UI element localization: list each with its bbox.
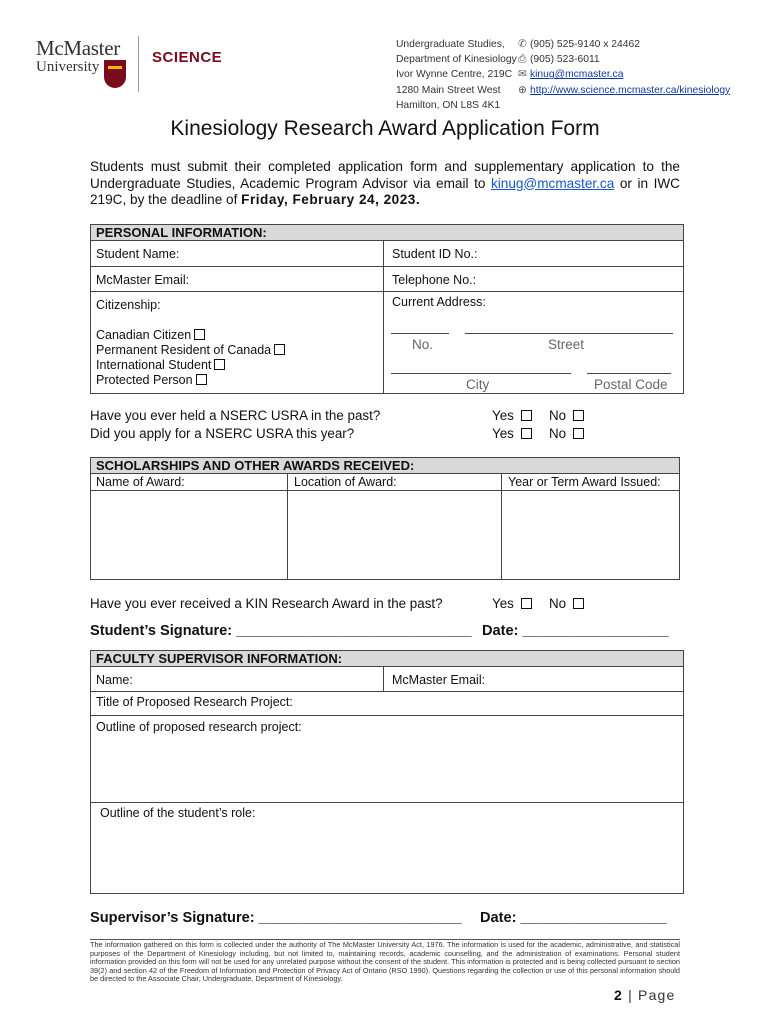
column-divider xyxy=(287,474,288,580)
checkbox[interactable] xyxy=(274,344,285,355)
supervisor-email-field[interactable]: McMaster Email: xyxy=(392,673,486,687)
kin-yes[interactable] xyxy=(492,596,532,611)
logo-divider xyxy=(138,36,139,92)
checkbox[interactable] xyxy=(521,598,532,609)
faculty-heading: FACULTY SUPERVISOR INFORMATION: xyxy=(91,651,683,667)
column-divider xyxy=(501,474,502,580)
email-link[interactable]: kinug@mcmaster.ca xyxy=(530,69,624,81)
intro-email-link[interactable]: kinug@mcmaster.ca xyxy=(490,175,615,191)
deadline: Friday, February 24, 2023. xyxy=(241,192,421,207)
award-year-header: Year or Term Award Issued: xyxy=(508,475,661,489)
student-date-line[interactable]: Date: __________________ xyxy=(482,623,669,639)
fax-number: (905) 523-6011 xyxy=(530,54,600,66)
student-signature-line[interactable]: Student’s Signature: _____________________________ xyxy=(90,623,472,639)
award-name-header: Name of Award: xyxy=(96,475,185,489)
address-line: Undergraduate Studies, xyxy=(396,39,505,50)
address-line: Hamilton, ON L8S 4K1 xyxy=(396,99,501,111)
citizenship-option[interactable] xyxy=(91,373,207,387)
globe-icon: ⊕ xyxy=(518,84,527,96)
intro-paragraph xyxy=(90,159,680,209)
checkbox[interactable] xyxy=(573,410,584,421)
personal-info-heading: PERSONAL INFORMATION: xyxy=(91,225,683,241)
privacy-notice: The information gathered on this form is collected under the authority of The McMaster University Act, 1976. The information is used for the academic, administrative, and statistical purposes of the Department of Kinesiology including, but not limited to, maintaining records, academic counselling, and the administration of examinations. Personal student information provided on this form will not be used for any unrelated purpose without the consent of the student. This information is protected and is being collected pursuant to section 39(2) and section 42 of the Freedom of Information and Protection of Privacy Act of Ontario (RSO 1990). Questions regarding the collection or use of this personal information should be directed to the Associate Chair, Undergraduate, Department of Kinesiology. xyxy=(90,940,680,984)
awards-section xyxy=(90,457,680,580)
nserc-question-2: Did you apply for a NSERC USRA this year? xyxy=(90,426,355,441)
intro-text-1: Students must submit their completed application form and supplementary application to the Undergraduate Studies, Academic Program Advisor via email to xyxy=(90,159,680,191)
citizenship-option[interactable] xyxy=(91,358,225,372)
nserc-q1-no[interactable] xyxy=(549,408,584,423)
email-icon: ✉ xyxy=(518,69,527,81)
supervisor-name-field[interactable]: Name: xyxy=(96,673,133,687)
checkbox[interactable] xyxy=(573,428,584,439)
student-id-field[interactable]: Student ID No.: xyxy=(392,247,478,261)
row-divider xyxy=(91,291,683,292)
checkbox[interactable] xyxy=(521,428,532,439)
phone-number: (905) 525-9140 x 24462 xyxy=(530,39,640,50)
checkbox[interactable] xyxy=(196,374,207,385)
personal-info-section xyxy=(90,224,684,394)
address-street-line[interactable] xyxy=(465,333,673,334)
option-label: Protected Person xyxy=(96,373,193,387)
nserc-q1-yes[interactable] xyxy=(492,408,532,423)
address-no-line[interactable] xyxy=(391,333,449,334)
awards-heading: SCHOLARSHIPS AND OTHER AWARDS RECEIVED: xyxy=(91,458,679,474)
row-divider xyxy=(91,691,683,692)
supervisor-signature-line[interactable]: Supervisor’s Signature: _________________________ xyxy=(90,910,462,926)
kin-award-question: Have you ever received a KIN Research Award in the past? xyxy=(90,596,443,611)
crest-chevron-icon xyxy=(108,66,122,77)
project-outline-field[interactable]: Outline of proposed research project: xyxy=(96,720,302,734)
project-title-field[interactable]: Title of Proposed Research Project: xyxy=(96,695,293,709)
citizenship-option[interactable] xyxy=(91,328,205,342)
citizenship-label: Citizenship: xyxy=(96,298,161,312)
address-city-line[interactable] xyxy=(391,373,571,374)
column-divider xyxy=(383,667,384,692)
faculty-section xyxy=(90,650,684,894)
address-postal-line[interactable] xyxy=(587,373,671,374)
no-label: No xyxy=(549,426,567,441)
column-divider xyxy=(383,241,384,393)
faculty-name: SCIENCE xyxy=(152,49,223,66)
nserc-question-1: Have you ever held a NSERC USRA in the past? xyxy=(90,408,381,423)
email-field[interactable]: McMaster Email: xyxy=(96,273,190,287)
page-number-value: 2 xyxy=(614,987,623,1003)
street-label: Street xyxy=(548,337,585,352)
row-divider xyxy=(91,802,683,803)
checkbox[interactable] xyxy=(573,598,584,609)
page-title: Kinesiology Research Award Application Form xyxy=(170,117,600,140)
kin-no[interactable] xyxy=(549,596,584,611)
yes-label: Yes xyxy=(492,426,514,441)
yes-label: Yes xyxy=(492,408,514,423)
mcmaster-logo-text: McMaster xyxy=(36,36,120,60)
row-divider xyxy=(91,490,679,491)
address-line: Department of Kinesiology xyxy=(396,54,517,66)
page-number: 2 | Page xyxy=(614,987,676,1003)
address-line: 1280 Main Street West xyxy=(396,84,501,96)
postal-code-label: Postal Code xyxy=(594,377,668,392)
award-location-header: Location of Award: xyxy=(294,475,397,489)
checkbox[interactable] xyxy=(521,410,532,421)
fax-icon: ⎙ xyxy=(518,54,527,66)
intro-text-2: or in IWC 219C, by the deadline of xyxy=(90,175,680,207)
row-divider xyxy=(91,266,683,267)
student-role-field[interactable]: Outline of the student’s role: xyxy=(100,806,256,820)
option-label: Permanent Resident of Canada xyxy=(96,343,272,357)
website-link[interactable]: http://www.science.mcmaster.ca/kinesiology xyxy=(530,84,731,96)
yes-label: Yes xyxy=(492,596,514,611)
option-label: International Student xyxy=(96,358,212,372)
no-label: No xyxy=(549,408,567,423)
page-label: Page xyxy=(638,987,676,1003)
option-label: Canadian Citizen xyxy=(96,328,192,342)
current-address-label: Current Address: xyxy=(392,295,486,309)
nserc-q2-no[interactable] xyxy=(549,426,584,441)
row-divider xyxy=(91,715,683,716)
no-label: No xyxy=(549,596,567,611)
telephone-field[interactable]: Telephone No.: xyxy=(392,273,477,287)
address-block xyxy=(396,37,517,113)
supervisor-date-line[interactable]: Date: __________________ xyxy=(480,910,667,926)
checkbox[interactable] xyxy=(194,329,205,340)
phone-icon: ✆ xyxy=(518,39,527,50)
address-line: Ivor Wynne Centre, 219C xyxy=(396,69,513,81)
checkbox[interactable] xyxy=(214,359,225,370)
nserc-q2-yes[interactable] xyxy=(492,426,532,441)
contact-block xyxy=(518,37,730,98)
student-name-field[interactable]: Student Name: xyxy=(96,247,180,261)
no-label: No. xyxy=(412,337,434,352)
university-logo-text: University xyxy=(36,59,100,75)
citizenship-option[interactable] xyxy=(91,343,285,357)
city-label: City xyxy=(466,377,490,392)
